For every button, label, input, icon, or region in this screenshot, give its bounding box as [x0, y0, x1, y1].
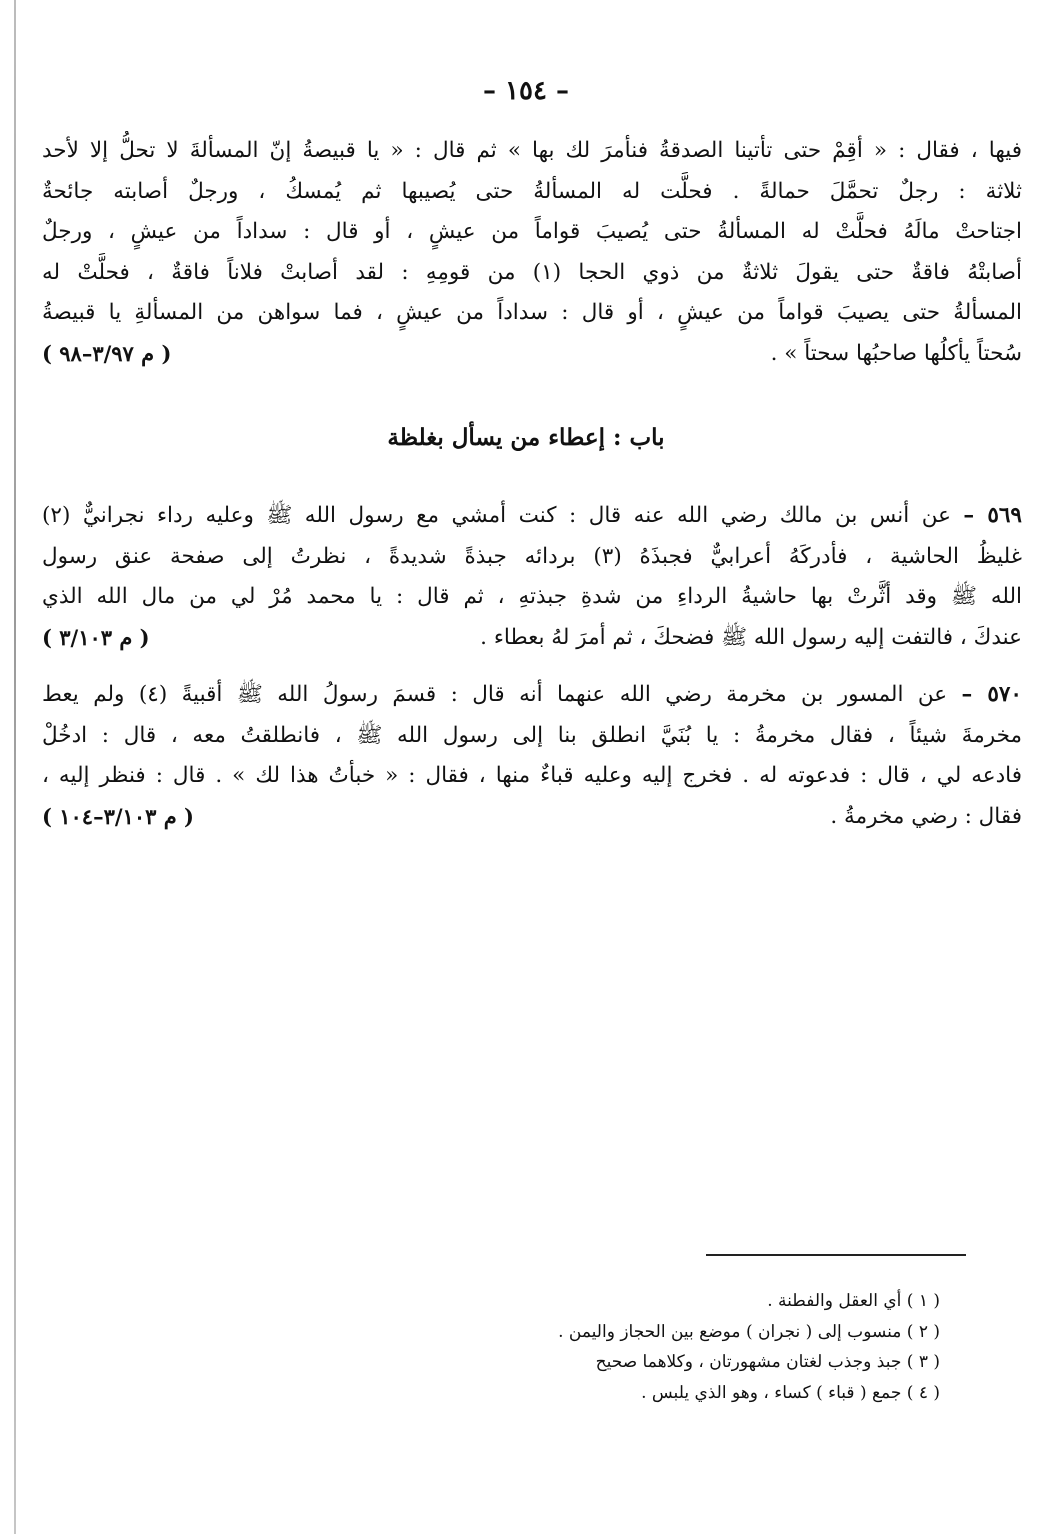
text-line-content: فقال : رضي مخرمةُ .: [830, 803, 1022, 829]
footnotes: [400, 1286, 940, 1408]
footnote-separator: [706, 1254, 966, 1256]
footnote: ( ١ ) أي العقل والفطنة .: [767, 1291, 940, 1311]
source-reference: ( م ٣/١٠٣–١٠٤ ): [42, 803, 194, 829]
hadith-continuation: [42, 131, 1022, 374]
text-line-last: [42, 618, 1022, 659]
footnote: ( ٤ ) جمع ( قباء ) كساء ، وهو الذي يلبس .: [641, 1382, 940, 1403]
text-line: المسألةُ حتى يصيبَ قواماً من عيشٍ ، أو قال : سداداً من عيشٍ ، فما سواهن من المسألةِ يا قبيصةُ: [42, 300, 1022, 325]
footnote: ( ٣ ) جبذ وجذب لغتان مشهورتان ، وكلاهما صحيح: [595, 1352, 940, 1372]
text-line-first: [42, 675, 1022, 716]
source-reference: ( م ٣/١٠٣ ): [42, 624, 150, 650]
text-line: غليظُ الحاشية ، فأدركَهُ أعرابيٌّ فجبذَهُ (٣) بردائه جبذةً شديدةً ، نظرتُ إلى صفحة عنق رسول: [42, 543, 1022, 569]
footnote: ( ٢ ) منسوب إلى ( نجران ) موضع بين الحجاز واليمن .: [558, 1321, 940, 1342]
text-line: أصابتْهُ فاقةٌ حتى يقولَ ثلاثةٌ من ذوي الحجا (١) من قومِهِ : لقد أصابتْ فلاناً فاقةٌ ، فحلَّتْ له: [42, 259, 1022, 285]
hadith-569: [42, 496, 1022, 658]
text-line: مخرمةَ شيئاً ، فقال مخرمةُ : يا بُنَيَّ انطلق بنا إلى رسول الله ﷺ ، فانطلقتُ معه ، قال : ادخُلْ: [42, 722, 1022, 748]
source-reference: ( م ٣/٩٧–٩٨ ): [42, 340, 172, 366]
text-line: فيها ، فقال : « أقِمْ حتى تأتينا الصدقةُ فنأمرَ لك بها » ثم قال : « يا قبيصةُ إنّ المسألةَ لا تحلُّ إلا لأحد: [42, 138, 1022, 163]
chapter-heading: باب : إعطاء من يسأل بغلظة: [387, 424, 665, 451]
text-line: ثلاثة : رجلٌ تحمَّلَ حمالةً . فحلَّت له المسألةُ حتى يُصيبها ثم يُمسكُ ، ورجلٌ أصابته جائحةٌ: [42, 178, 1022, 204]
hadith-number: ٥٧٠ –: [961, 682, 1022, 707]
text-line-content: عندكَ ، فالتفت إليه رسول الله ﷺ فضحكَ ، ثم أمرَ لهُ بعطاء .: [480, 624, 1022, 650]
text-line-content: عن أنس بن مالك رضي الله عنه قال : كنت أمشي مع رسول الله ﷺ وعليه رداء نجرانيٌّ (٢): [42, 503, 951, 528]
text-line-last: [42, 334, 1022, 375]
text-line-content: سُحتاً يأكلُها صاحبُها سحتاً » .: [770, 340, 1022, 366]
hadith-number: ٥٦٩ –: [963, 503, 1022, 528]
text-line-first: [42, 496, 1022, 537]
text-line-last: [42, 797, 1022, 838]
text-line: فادعه لي ، قال : فدعوته له . فخرج إليه وعليه قباءٌ منها ، فقال : « خبأتُ هذا لك » . قال : فنظر إليه ،: [42, 763, 1022, 788]
page-number: – ١٥٤ –: [482, 76, 570, 106]
text-line: الله ﷺ وقد أثَّرتْ بها حاشيةُ الرداءِ من شدةِ جبذتهِ ، ثم قال : يا محمد مُرْ لي من مال الله الذي: [42, 584, 1022, 609]
hadith-570: [42, 675, 1022, 837]
page-edge-line: [14, 0, 16, 1534]
text-line-content: عن المسور بن مخرمة رضي الله عنهما أنه قال : قسمَ رسولُ الله ﷺ أقبيةً (٤) ولم يعط: [42, 682, 948, 707]
text-line: اجتاحتْ مالَهُ فحلَّتْ له المسألةُ حتى يُصيبَ قواماً من عيشٍ ، أو قال : سداداً من عيشٍ ، ورجلٌ: [42, 219, 1022, 244]
